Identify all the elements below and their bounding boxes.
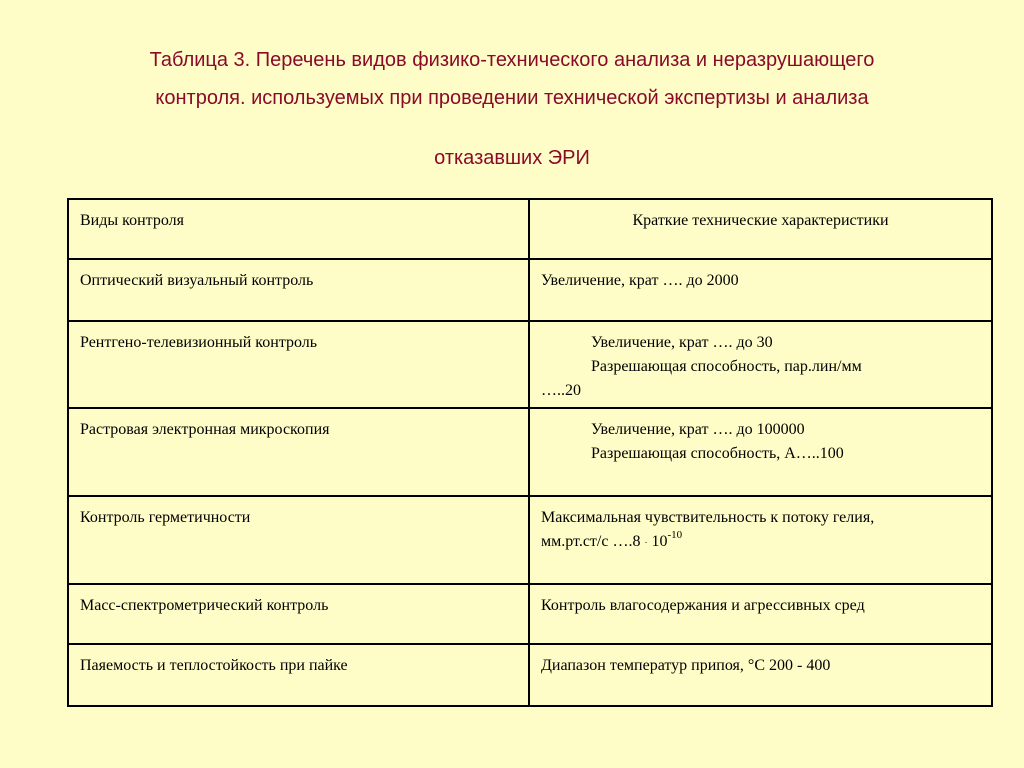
table-row — [68, 584, 992, 644]
spec-line: Увеличение, крат …. до 100000 — [591, 421, 805, 438]
row-spec-cell — [529, 408, 992, 496]
row-spec-cell — [529, 496, 992, 584]
table-row — [68, 644, 992, 706]
row-spec-cell — [529, 644, 992, 706]
title-line-3: отказавших ЭРИ — [434, 147, 590, 169]
spec-line: Контроль влагосодержания и агрессивных сред — [541, 597, 865, 614]
row-type-cell: Паяемость и теплостойкость при пайке — [68, 644, 529, 706]
row-type-cell: Масс-спектрометрический контроль — [68, 584, 529, 644]
spec-line: Разрешающая способность, А…..100 — [591, 445, 844, 462]
row-type-cell: Оптический визуальный контроль — [68, 259, 529, 321]
header-cell-specs: Краткие технические характеристики — [529, 199, 992, 259]
title-line-2: контроля. используемых при проведении технической экспертизы и анализа — [155, 87, 869, 109]
table-header-row — [68, 199, 992, 259]
row-spec-cell — [529, 259, 992, 321]
spec-line-exponent — [541, 530, 980, 554]
header-cell-types: Виды контроля — [68, 199, 529, 259]
row-spec-cell — [529, 584, 992, 644]
spec-line: Увеличение, крат …. до 2000 — [541, 272, 739, 289]
table-row — [68, 496, 992, 584]
spec-line: Максимальная чувствительность к потоку гелия, — [541, 509, 875, 526]
title-line-1: Таблица 3. Перечень видов физико-технического анализа и неразрушающего — [149, 49, 875, 71]
multiply-dot: · — [644, 537, 648, 548]
table-row — [68, 408, 992, 496]
table-row — [68, 259, 992, 321]
row-spec-cell — [529, 321, 992, 408]
spec-line: Увеличение, крат …. до 30 — [591, 334, 773, 351]
spec-exponent: -10 — [667, 528, 683, 541]
spec-line: …..20 — [541, 382, 581, 399]
spec-base: 10 — [651, 533, 668, 550]
table-row — [68, 321, 992, 408]
row-type-cell: Растровая электронная микроскопия — [68, 408, 529, 496]
control-types-table — [67, 198, 993, 707]
spec-line: Разрешающая способность, пар.лин/мм — [591, 358, 862, 375]
spec-fragment: мм.рт.ст/с ….8 — [541, 533, 641, 550]
row-type-cell: Контроль герметичности — [68, 496, 529, 584]
spec-line: Диапазон температур припоя, °С 200 - 400 — [541, 657, 831, 674]
row-type-cell: Рентгено-телевизионный контроль — [68, 321, 529, 408]
